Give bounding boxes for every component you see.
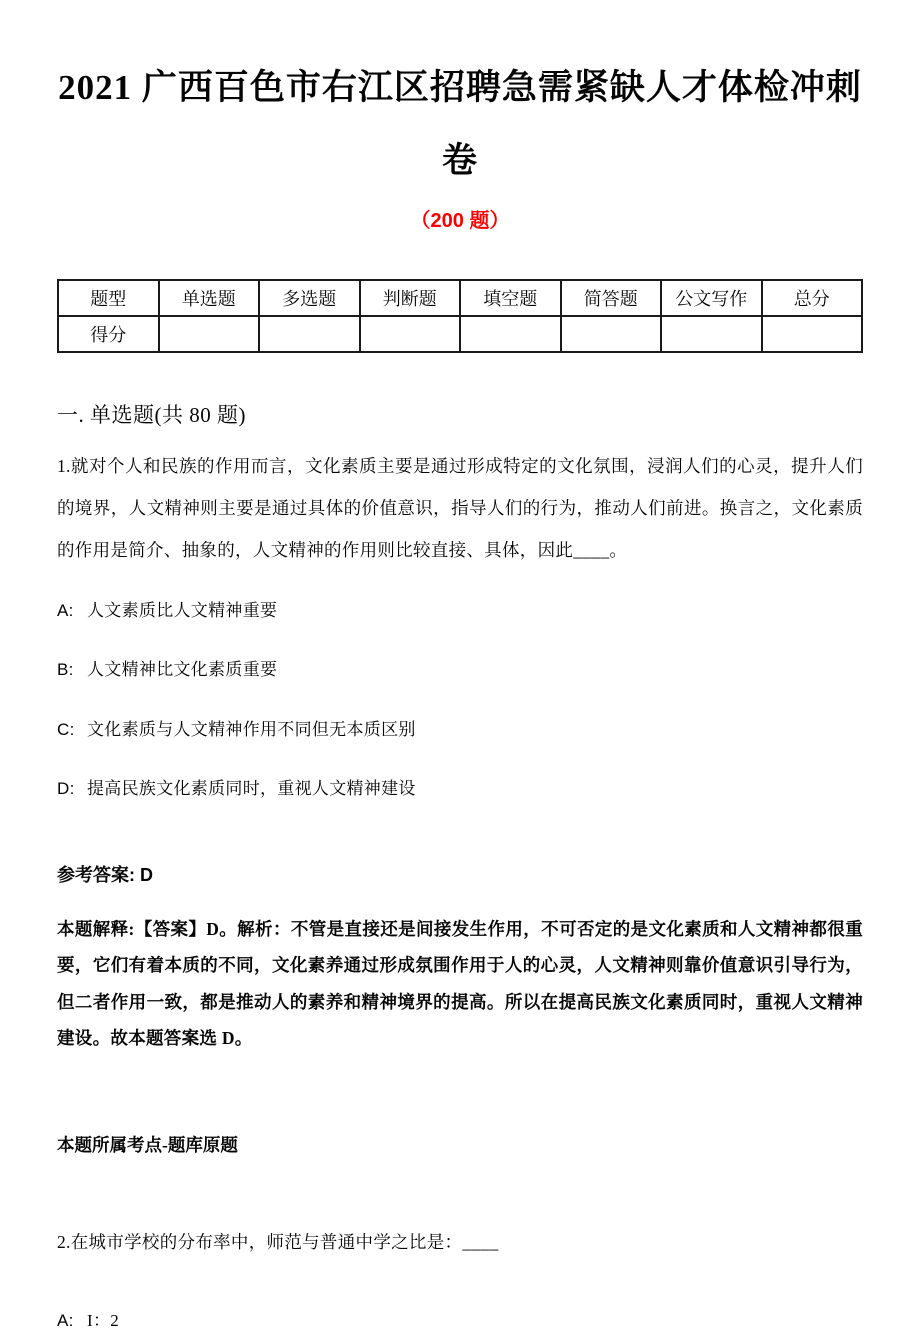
score-table-header-cell: 填空题 (460, 280, 561, 316)
option-c-text: 文化素质与人文精神作用不同但无本质区别 (87, 719, 416, 739)
score-cell-empty (360, 316, 461, 352)
question-2-stem: 2.在城市学校的分布率中，师范与普通中学之比是：____ (57, 1232, 499, 1252)
option-a (57, 1306, 863, 1331)
option-c (57, 715, 863, 740)
question-1-stem: 1.就对个人和民族的作用而言，文化素质主要是通过形成特定的文化氛围，浸润人们的心灵，提升人们的境界，人文精神则主要是通过具体的价值意识，指导人们的行为，推动人们前进。换言之，文化素质的作用是简介、抽象的，人文精神的作用则比较直接、具体，因此____。 (57, 455, 863, 561)
score-table-header-cell: 单选题 (159, 280, 260, 316)
score-table-header-cell: 多选题 (259, 280, 360, 316)
option-a-text: 人文素质比人文精神重要 (87, 600, 278, 620)
score-cell-empty (259, 316, 360, 352)
score-table-header-cell: 题型 (58, 280, 159, 316)
score-table-header-cell: 简答题 (561, 280, 662, 316)
option-a-text: I：2 (87, 1311, 120, 1330)
question-1 (57, 445, 863, 1157)
question-1-source-note: 本题所属考点-题库原题 (57, 1135, 238, 1155)
option-b-text: 人文精神比文化素质重要 (87, 660, 278, 680)
reference-answer: 参考答案: D (57, 865, 153, 886)
score-cell-empty (159, 316, 260, 352)
page-title: 2021 广西百色市右江区招聘急需紧缺人才体检冲刺卷 (58, 68, 862, 180)
score-row-label: 得分 (58, 316, 159, 352)
option-b (57, 655, 863, 680)
question-2-options (57, 1306, 863, 1331)
option-d-text: 提高民族文化素质同时，重视人文精神建设 (87, 779, 416, 799)
section-heading: 一. 单选题(共 80 题) (57, 402, 246, 427)
score-table (57, 279, 863, 353)
option-b-label: B: (57, 660, 74, 680)
score-cell-empty (561, 316, 662, 352)
question-count-subtitle: （200 题） (410, 209, 510, 232)
score-table-header-cell: 公文写作 (661, 280, 762, 316)
option-d (57, 774, 863, 799)
option-a-label: A: (57, 600, 74, 620)
score-cell-empty (460, 316, 561, 352)
score-cell-empty (762, 316, 863, 352)
option-d-label: D: (57, 779, 75, 799)
question-2 (57, 1229, 863, 1331)
question-1-options (57, 596, 863, 800)
score-table-score-row (58, 316, 862, 352)
score-cell-empty (661, 316, 762, 352)
option-a (57, 596, 863, 621)
option-a-label: A: (57, 1311, 74, 1330)
option-c-label: C: (57, 719, 75, 739)
question-1-explanation: 本题解释:【答案】D。解析：不管是直接还是间接发生作用，不可否定的是文化素质和人文精神都很重要，它们有着本质的不同，文化素养通过形成氛围作用于人的心灵，人文精神则靠价值意识引导行为，但二者作用一致，都是推动人的素养和精神境界的提高。所以在提高民族文化素质同时，重视人文精神建设。故本题答案选 D。 (57, 919, 863, 1048)
score-table-header-row (58, 280, 862, 316)
score-table-header-cell: 判断题 (360, 280, 461, 316)
score-table-header-cell: 总分 (762, 280, 863, 316)
